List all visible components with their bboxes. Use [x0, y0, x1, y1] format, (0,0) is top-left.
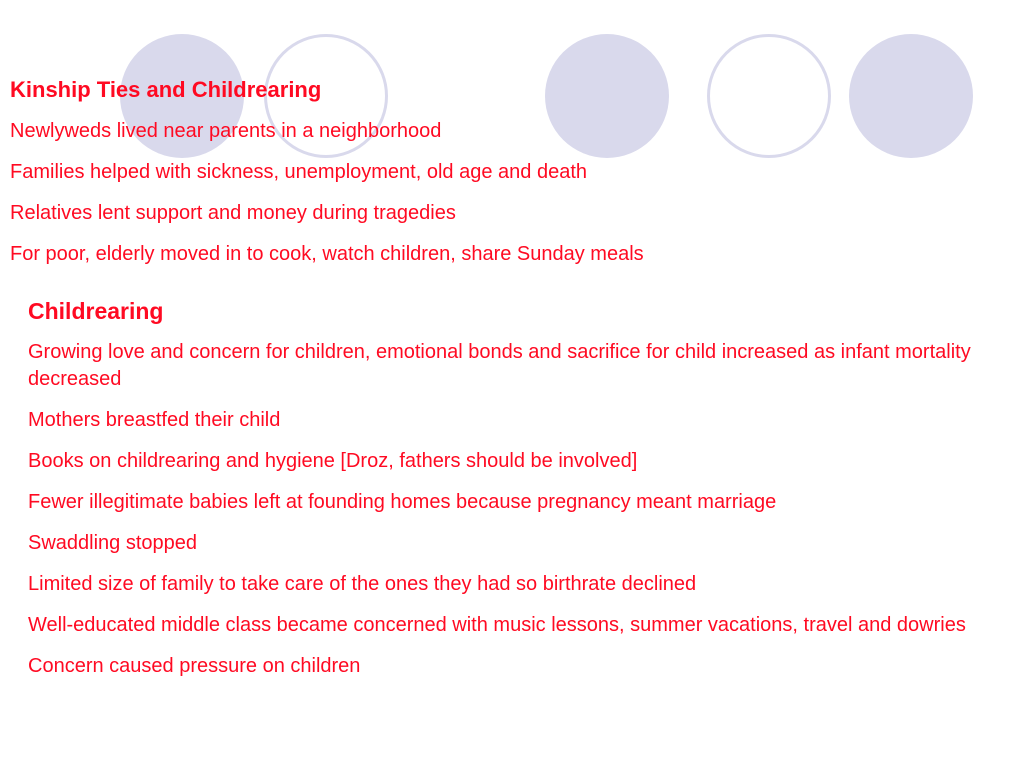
childrearing-item: Mothers breastfed their child: [28, 409, 281, 431]
kinship-heading: Kinship Ties and Childrearing: [10, 77, 322, 102]
childrearing-item: Concern caused pressure on children: [28, 655, 361, 677]
kinship-section: [10, 76, 1010, 282]
childrearing-item: Fewer illegitimate babies left at founding homes because pregnancy meant marriage: [28, 491, 777, 513]
childrearing-section: [28, 297, 988, 694]
childrearing-item: Books on childrearing and hygiene [Droz, fathers should be involved]: [28, 450, 638, 472]
childrearing-item: Growing love and concern for children, emotional bonds and sacrifice for child increased as infant mortality decreased: [28, 341, 971, 390]
childrearing-item: Swaddling stopped: [28, 532, 198, 554]
kinship-item: Newlyweds lived near parents in a neighborhood: [10, 120, 442, 142]
kinship-item: Families helped with sickness, unemployment, old age and death: [10, 161, 587, 183]
childrearing-heading: Childrearing: [28, 298, 164, 324]
kinship-item: For poor, elderly moved in to cook, watch children, share Sunday meals: [10, 243, 644, 265]
childrearing-item: Limited size of family to take care of the ones they had so birthrate declined: [28, 573, 697, 595]
childrearing-item: Well-educated middle class became concerned with music lessons, summer vacations, travel and dowries: [28, 614, 966, 636]
kinship-item: Relatives lent support and money during tragedies: [10, 202, 456, 224]
